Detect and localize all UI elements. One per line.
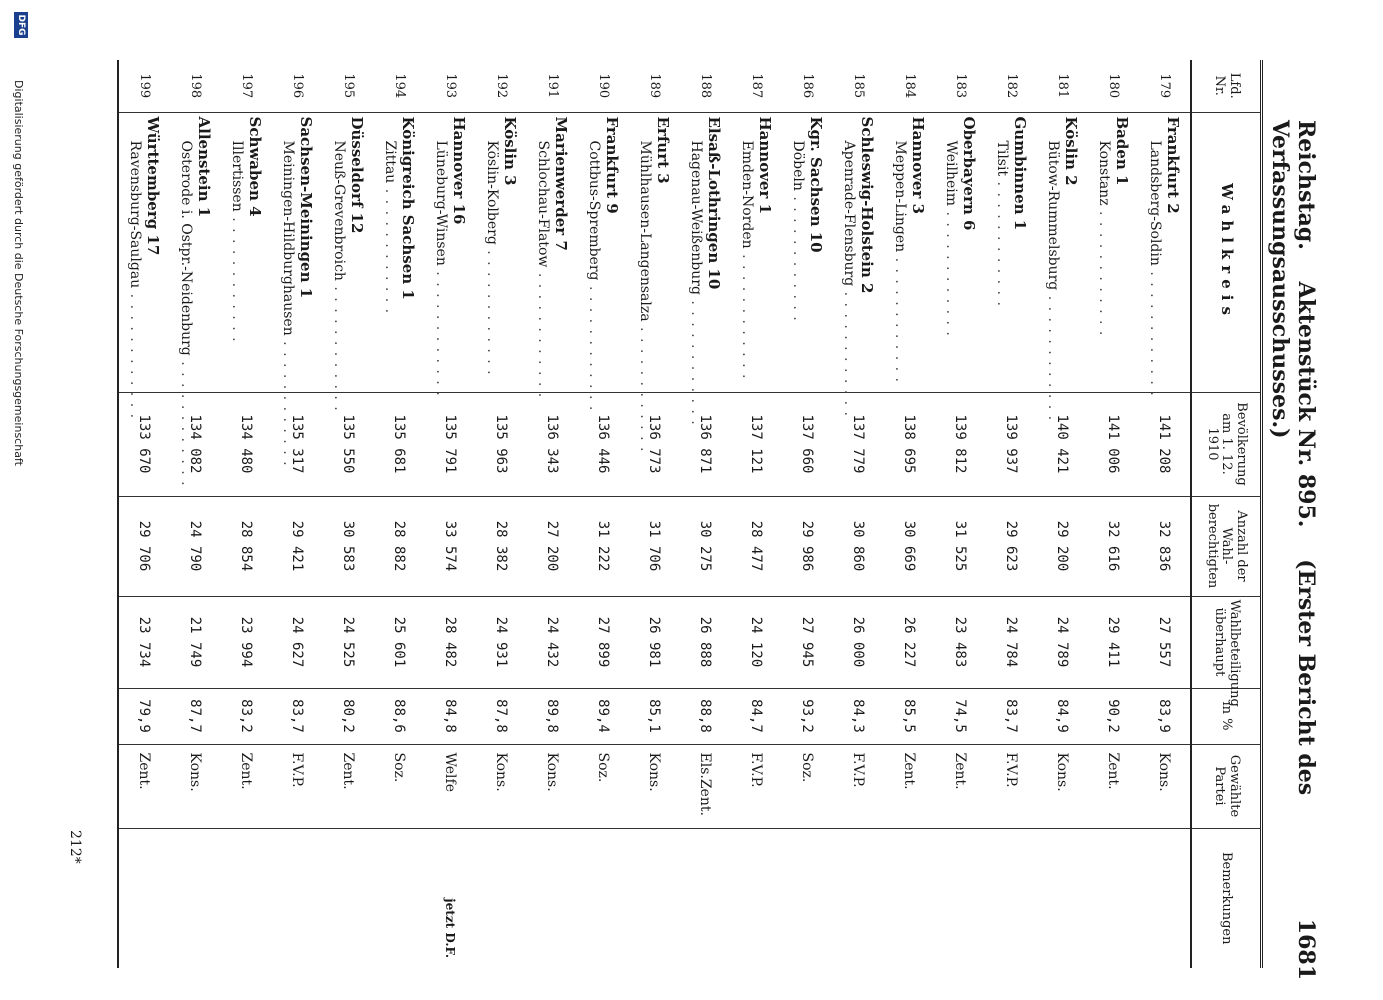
cell-beteiligung: 24 120 <box>731 596 782 688</box>
header-prozent: in % <box>1191 688 1262 744</box>
cell-prozent: 83,7 <box>272 688 323 744</box>
running-head-reichstag: Reichstag. <box>1293 120 1319 250</box>
cell-prozent: 90,2 <box>1088 688 1139 744</box>
cell-wahlkreis <box>323 112 374 392</box>
cell-partei: Kons. <box>476 744 527 828</box>
cell-wahlberechtigte: 31 222 <box>578 496 629 596</box>
cell-prozent: 88,8 <box>680 688 731 744</box>
cell-beteiligung: 28 482 <box>425 596 476 688</box>
cell-wahlberechtigte: 31 525 <box>935 496 986 596</box>
cell-bemerkungen: jetzt D.F. <box>425 828 476 968</box>
table-row <box>986 60 1037 968</box>
table-row <box>1139 60 1191 968</box>
cell-bevoelkerung: 135 963 <box>476 392 527 496</box>
cell-bemerkungen <box>1088 828 1139 968</box>
cell-partei: Zent. <box>884 744 935 828</box>
cell-bevoelkerung: 137 779 <box>833 392 884 496</box>
cell-bemerkungen <box>578 828 629 968</box>
cell-wahlkreis <box>374 112 425 392</box>
running-head-left <box>1267 120 1319 980</box>
cell-beteiligung: 23 994 <box>221 596 272 688</box>
table-row <box>476 60 527 968</box>
dfg-logo: DFG <box>14 12 28 38</box>
table-row <box>833 60 884 968</box>
table-row <box>1088 60 1139 968</box>
cell-bemerkungen <box>731 828 782 968</box>
election-table-wrapper <box>117 60 1263 968</box>
cell-prozent: 83,7 <box>986 688 1037 744</box>
wahlkreis-district: Bütow-Rummelsburg . . . <box>1045 117 1063 388</box>
cell-nr: 191 <box>545 73 560 99</box>
wahlkreis-district: Apenrade-Flensburg . . . <box>841 117 859 388</box>
cell-prozent: 83,2 <box>221 688 272 744</box>
cell-bemerkungen <box>374 828 425 968</box>
table-row <box>374 60 425 968</box>
cell-wahlberechtigte: 33 574 <box>425 496 476 596</box>
cell-wahlberechtigte: 27 200 <box>527 496 578 596</box>
cell-partei: Kons. <box>1037 744 1088 828</box>
wahlkreis-region: Hannover 1 <box>756 116 775 215</box>
cell-wahlberechtigte: 30 860 <box>833 496 884 596</box>
cell-beteiligung: 24 432 <box>527 596 578 688</box>
cell-bemerkungen <box>629 828 680 968</box>
wahlkreis-district: Konstanz . . . <box>1096 117 1114 388</box>
cell-nr: 187 <box>749 73 764 99</box>
cell-wahlberechtigte: 31 706 <box>629 496 680 596</box>
cell-bevoelkerung: 136 773 <box>629 392 680 496</box>
wahlkreis-region: Württemberg 17 <box>144 116 163 256</box>
cell-partei: Zent. <box>323 744 374 828</box>
table-row <box>425 60 476 968</box>
cell-partei: F.V.P. <box>272 744 323 828</box>
cell-wahlberechtigte: 28 854 <box>221 496 272 596</box>
cell-bemerkungen <box>833 828 884 968</box>
table-header <box>1191 60 1262 968</box>
table-row <box>629 60 680 968</box>
cell-nr: 182 <box>1004 73 1019 99</box>
cell-partei: Zent. <box>1088 744 1139 828</box>
header-beteiligung: Wahlbeteiligung überhaupt <box>1191 596 1262 688</box>
wahlkreis-region: Köslin 3 <box>501 116 520 186</box>
cell-partei: Kons. <box>629 744 680 828</box>
wahlkreis-district: Cottbus-Spremberg . . . <box>586 117 604 388</box>
cell-prozent: 85,5 <box>884 688 935 744</box>
cell-bemerkungen <box>221 828 272 968</box>
cell-beteiligung: 27 945 <box>782 596 833 688</box>
cell-wahlkreis <box>1139 112 1191 392</box>
cell-partei: Zent. <box>221 744 272 828</box>
cell-wahlkreis <box>1037 112 1088 392</box>
cell-bemerkungen <box>323 828 374 968</box>
cell-nr: 192 <box>494 73 509 99</box>
wahlkreis-region: Elsaß-Lothringen 10 <box>705 116 724 290</box>
cell-bevoelkerung: 141 006 <box>1088 392 1139 496</box>
cell-bevoelkerung: 138 695 <box>884 392 935 496</box>
cell-nr: 193 <box>443 73 458 99</box>
wahlkreis-region: Gumbinnen 1 <box>1011 116 1030 231</box>
cell-wahlkreis <box>1088 112 1139 392</box>
wahlkreis-district: Ravensburg-Saulgau . . . <box>127 117 145 388</box>
cell-beteiligung: 23 483 <box>935 596 986 688</box>
header-wahlkreis: Wahlkreis <box>1191 112 1262 392</box>
table-row <box>323 60 374 968</box>
wahlkreis-district: Schlochau-Flatow . . . <box>535 117 553 388</box>
cell-wahlkreis <box>884 112 935 392</box>
cell-nr: 183 <box>953 73 968 99</box>
wahlkreis-region: Schwaben 4 <box>246 116 265 217</box>
table-row <box>731 60 782 968</box>
cell-wahlkreis <box>935 112 986 392</box>
cell-beteiligung: 27 899 <box>578 596 629 688</box>
cell-wahlkreis <box>833 112 884 392</box>
cell-beteiligung: 24 789 <box>1037 596 1088 688</box>
cell-wahlkreis <box>221 112 272 392</box>
table-row <box>1037 60 1088 968</box>
digitization-credit: Digitalisierung gefördert durch die Deutsche Forschungsgemeinschaft <box>12 80 25 466</box>
cell-partei: Kons. <box>170 744 221 828</box>
table-row <box>578 60 629 968</box>
cell-prozent: 79,9 <box>118 688 170 744</box>
cell-partei: Soz. <box>374 744 425 828</box>
cell-beteiligung: 21 749 <box>170 596 221 688</box>
cell-wahlkreis <box>578 112 629 392</box>
cell-bevoelkerung: 140 421 <box>1037 392 1088 496</box>
cell-nr: 180 <box>1106 73 1121 99</box>
cell-bevoelkerung: 141 208 <box>1139 392 1191 496</box>
cell-partei: Welfe <box>425 744 476 828</box>
cell-bevoelkerung: 136 871 <box>680 392 731 496</box>
wahlkreis-district: Mühlhausen-Langensalza . . . <box>637 117 655 388</box>
cell-prozent: 74,5 <box>935 688 986 744</box>
cell-bevoelkerung: 136 343 <box>527 392 578 496</box>
cell-wahlkreis <box>629 112 680 392</box>
cell-wahlberechtigte: 24 790 <box>170 496 221 596</box>
header-bemerkungen: Bemerkungen <box>1191 828 1262 968</box>
cell-wahlberechtigte: 30 583 <box>323 496 374 596</box>
cell-prozent: 84,8 <box>425 688 476 744</box>
cell-nr: 198 <box>188 73 203 99</box>
cell-prozent: 88,6 <box>374 688 425 744</box>
cell-wahlberechtigte: 32 836 <box>1139 496 1191 596</box>
cell-bevoelkerung: 136 446 <box>578 392 629 496</box>
cell-beteiligung: 26 000 <box>833 596 884 688</box>
cell-bevoelkerung: 135 550 <box>323 392 374 496</box>
cell-nr: 184 <box>902 73 917 99</box>
cell-bemerkungen <box>118 828 170 968</box>
cell-bevoelkerung: 134 082 <box>170 392 221 496</box>
cell-partei: F.V.P. <box>833 744 884 828</box>
cell-partei: Els.Zent. <box>680 744 731 828</box>
cell-prozent: 83,9 <box>1139 688 1191 744</box>
table-row <box>118 60 170 968</box>
wahlkreis-region: Erfurt 3 <box>654 116 673 184</box>
cell-prozent: 84,9 <box>1037 688 1088 744</box>
cell-nr: 179 <box>1157 73 1172 99</box>
cell-bevoelkerung: 139 812 <box>935 392 986 496</box>
wahlkreis-district: Osterode i. Ostpr.-Neidenburg . . . <box>178 117 196 388</box>
cell-bevoelkerung: 135 317 <box>272 392 323 496</box>
cell-beteiligung: 24 784 <box>986 596 1037 688</box>
cell-bemerkungen <box>782 828 833 968</box>
wahlkreis-region: Königreich Sachsen 1 <box>399 116 418 300</box>
cell-wahlberechtigte: 30 669 <box>884 496 935 596</box>
cell-prozent: 80,2 <box>323 688 374 744</box>
cell-nr: 195 <box>341 73 356 99</box>
cell-bevoelkerung: 137 121 <box>731 392 782 496</box>
running-head <box>1267 120 1323 980</box>
cell-wahlkreis <box>782 112 833 392</box>
wahlkreis-region: Köslin 2 <box>1062 116 1081 186</box>
cell-prozent: 87,7 <box>170 688 221 744</box>
cell-beteiligung: 29 411 <box>1088 596 1139 688</box>
wahlkreis-district: Meppen-Lingen . . . <box>892 117 910 388</box>
cell-beteiligung: 26 227 <box>884 596 935 688</box>
cell-nr: 196 <box>290 73 305 99</box>
wahlkreis-region: Hannover 16 <box>450 116 469 225</box>
cell-prozent: 89,8 <box>527 688 578 744</box>
cell-bemerkungen <box>884 828 935 968</box>
cell-prozent: 85,1 <box>629 688 680 744</box>
table-row <box>884 60 935 968</box>
cell-beteiligung: 26 888 <box>680 596 731 688</box>
table-body <box>118 60 1191 968</box>
cell-wahlkreis <box>476 112 527 392</box>
page-mark: 212* <box>67 830 83 864</box>
wahlkreis-district: Döbeln . . . <box>790 117 808 388</box>
wahlkreis-region: Sachsen-Meiningen 1 <box>297 116 316 299</box>
running-head-page-number: 1681 <box>1293 918 1319 980</box>
table-row <box>221 60 272 968</box>
wahlkreis-region: Allenstein 1 <box>195 116 214 218</box>
wahlkreis-region: Hannover 3 <box>909 116 928 215</box>
cell-bevoelkerung: 137 660 <box>782 392 833 496</box>
cell-wahlkreis <box>170 112 221 392</box>
cell-wahlberechtigte: 29 200 <box>1037 496 1088 596</box>
cell-beteiligung: 26 981 <box>629 596 680 688</box>
wahlkreis-district: Zittau . . . <box>382 117 400 388</box>
cell-beteiligung: 23 734 <box>118 596 170 688</box>
cell-wahlkreis <box>731 112 782 392</box>
wahlkreis-district: Lüneburg-Winsen . . . <box>433 117 451 388</box>
wahlkreis-region: Düsseldorf 12 <box>348 116 367 234</box>
cell-beteiligung: 24 525 <box>323 596 374 688</box>
running-head-title: (Erster Bericht des Verfassungsausschusses.) <box>1267 120 1319 796</box>
wahlkreis-district: Köslin-Kolberg . . . <box>484 117 502 388</box>
wahlkreis-region: Frankfurt 9 <box>603 116 622 214</box>
cell-bevoelkerung: 135 681 <box>374 392 425 496</box>
cell-wahlberechtigte: 29 706 <box>118 496 170 596</box>
wahlkreis-region: Schleswig-Holstein 2 <box>858 116 877 294</box>
cell-nr: 181 <box>1055 73 1070 99</box>
election-table <box>117 60 1263 968</box>
cell-wahlberechtigte: 29 986 <box>782 496 833 596</box>
cell-bemerkungen <box>476 828 527 968</box>
table-row <box>935 60 986 968</box>
cell-partei: Kons. <box>1139 744 1191 828</box>
cell-wahlkreis <box>118 112 170 392</box>
cell-bemerkungen <box>170 828 221 968</box>
cell-prozent: 84,3 <box>833 688 884 744</box>
table-row <box>782 60 833 968</box>
cell-beteiligung: 27 557 <box>1139 596 1191 688</box>
cell-bemerkungen <box>986 828 1037 968</box>
cell-beteiligung: 24 627 <box>272 596 323 688</box>
header-nr: Lfd. Nr. <box>1191 60 1262 112</box>
cell-wahlkreis <box>680 112 731 392</box>
header-bevoelkerung: Bevölkerung am 1. 12. 1910 <box>1191 392 1262 496</box>
cell-wahlberechtigte: 29 421 <box>272 496 323 596</box>
table-row <box>527 60 578 968</box>
cell-partei: Zent. <box>118 744 170 828</box>
wahlkreis-region: Baden 1 <box>1113 116 1132 186</box>
table-row <box>170 60 221 968</box>
cell-partei: F.V.P. <box>986 744 1037 828</box>
cell-wahlkreis <box>272 112 323 392</box>
wahlkreis-region: Oberbayern 6 <box>960 116 979 231</box>
cell-partei: Soz. <box>578 744 629 828</box>
cell-bevoelkerung: 134 480 <box>221 392 272 496</box>
cell-wahlberechtigte: 28 382 <box>476 496 527 596</box>
cell-wahlkreis <box>527 112 578 392</box>
cell-partei: Zent. <box>935 744 986 828</box>
cell-bevoelkerung: 139 937 <box>986 392 1037 496</box>
cell-nr: 185 <box>851 73 866 99</box>
cell-bemerkungen <box>1037 828 1088 968</box>
header-partei: Gewählte Partei <box>1191 744 1262 828</box>
cell-bemerkungen <box>680 828 731 968</box>
wahlkreis-district: Landsberg-Soldin . . . <box>1147 117 1165 388</box>
cell-nr: 186 <box>800 73 815 99</box>
cell-wahlkreis <box>986 112 1037 392</box>
wahlkreis-region: Frankfurt 2 <box>1164 116 1183 214</box>
wahlkreis-region: Marienwerder 7 <box>552 116 571 251</box>
cell-nr: 190 <box>596 73 611 99</box>
cell-partei: Kons. <box>527 744 578 828</box>
cell-wahlberechtigte: 32 616 <box>1088 496 1139 596</box>
cell-partei: F.V.P. <box>731 744 782 828</box>
wahlkreis-district: Hagenau-Weißenburg . . . <box>688 117 706 388</box>
cell-prozent: 87,8 <box>476 688 527 744</box>
cell-prozent: 84,7 <box>731 688 782 744</box>
cell-prozent: 89,4 <box>578 688 629 744</box>
cell-bevoelkerung: 133 670 <box>118 392 170 496</box>
cell-wahlberechtigte: 29 623 <box>986 496 1037 596</box>
cell-beteiligung: 24 931 <box>476 596 527 688</box>
cell-wahlberechtigte: 30 275 <box>680 496 731 596</box>
table-row <box>272 60 323 968</box>
cell-nr: 197 <box>239 73 254 99</box>
cell-nr: 188 <box>698 73 713 99</box>
wahlkreis-district: Illertissen . . . <box>229 117 247 388</box>
cell-nr: 199 <box>118 60 170 112</box>
wahlkreis-district: Tilsit . . . <box>994 117 1012 388</box>
wahlkreis-district: Meiningen-Hildburghausen . . . <box>280 117 298 388</box>
cell-wahlkreis <box>425 112 476 392</box>
cell-wahlberechtigte: 28 477 <box>731 496 782 596</box>
cell-nr: 194 <box>392 73 407 99</box>
cell-prozent: 93,2 <box>782 688 833 744</box>
cell-bemerkungen <box>272 828 323 968</box>
header-wahlberechtigte: Anzahl der Wahl-berechtigten <box>1191 496 1262 596</box>
running-head-aktenstueck: Aktenstück Nr. 895. <box>1293 281 1319 528</box>
wahlkreis-district: Neuß-Grevenbroich . . . <box>331 117 349 388</box>
wahlkreis-region: Kgr. Sachsen 10 <box>807 116 826 253</box>
cell-bemerkungen <box>527 828 578 968</box>
cell-nr: 189 <box>647 73 662 99</box>
cell-wahlberechtigte: 28 882 <box>374 496 425 596</box>
cell-bemerkungen <box>1139 828 1191 968</box>
wahlkreis-district: Weilheim . . . <box>943 117 961 388</box>
cell-bevoelkerung: 135 791 <box>425 392 476 496</box>
wahlkreis-district: Emden-Norden . . . <box>739 117 757 388</box>
cell-bemerkungen <box>935 828 986 968</box>
table-row <box>680 60 731 968</box>
cell-beteiligung: 25 601 <box>374 596 425 688</box>
cell-partei: Soz. <box>782 744 833 828</box>
